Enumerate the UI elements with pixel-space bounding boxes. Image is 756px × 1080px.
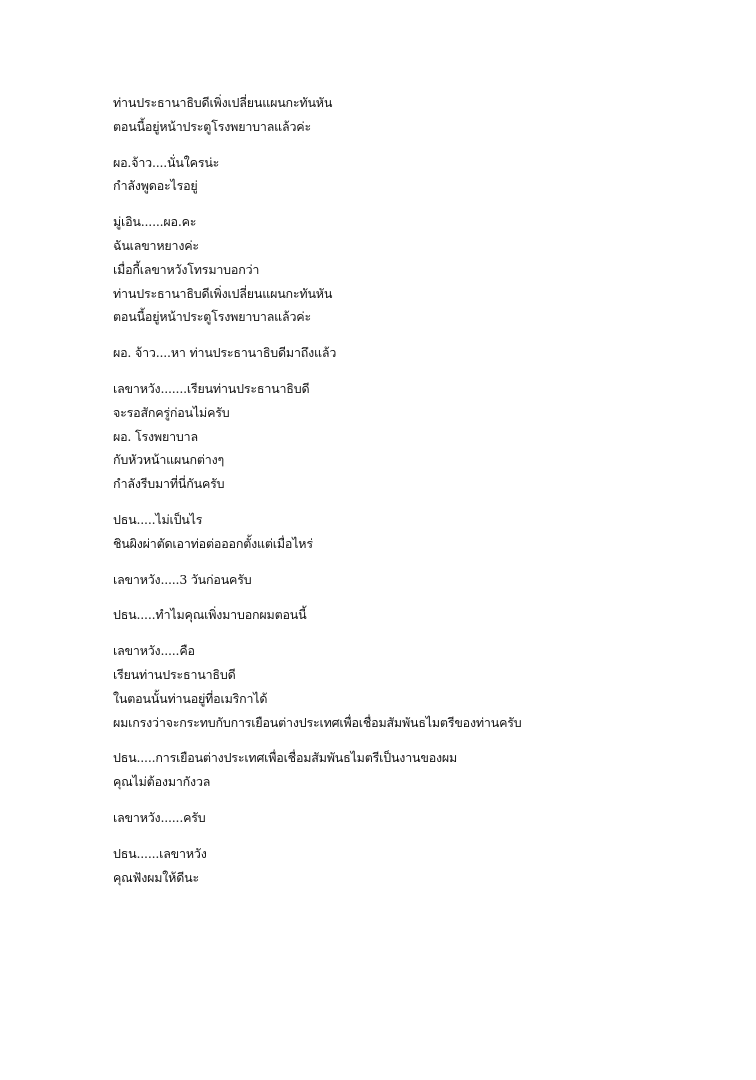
text-line: ปธน......เลขาหวัง: [113, 845, 207, 861]
text-line: ผอ. จ้าว....หา ท่านประธานาธิบดีมาถึงแล้ว: [113, 345, 337, 361]
text-line: เมื่อกี้เลขาหวังโทรมาบอกว่า: [113, 261, 260, 277]
text-line: เรียนท่านประธานาธิบดี: [113, 666, 236, 682]
text-line: ผมเกรงว่าจะกระทบกับการเยือนต่างประเทศเพื่อเชื่อมสัมพันธไมตรีของท่านครับ: [113, 714, 522, 730]
text-line: ท่านประธานาธิบดีเพิ่งเปลี่ยนแผนกะทันหัน: [113, 285, 333, 301]
text-line: เลขาหวัง......ครับ: [113, 809, 206, 825]
text-line: กำลังพูดอะไรอยู่: [113, 178, 198, 194]
text-line: ปธน.....ทำไมคุณเพิ่งมาบอกผมตอนนี้: [113, 607, 307, 623]
text-line: ท่านประธานาธิบดีเพิ่งเปลี่ยนแผนกะทันหัน: [113, 95, 333, 110]
text-line: ปธน.....การเยือนต่างประเทศเพื่อเชื่อมสัมพันธไมตรีเป็นงานของผม: [113, 750, 458, 766]
paragraph-4: [113, 341, 716, 365]
paragraph-10: [113, 746, 716, 794]
text-line: กำลังรีบมาที่นี่กันครับ: [113, 476, 225, 492]
text-line: ชินผิงผ่าตัดเอาท่อต่อออกตั้งแต่เมื่อไหร่: [113, 535, 313, 551]
paragraph-8: [113, 603, 716, 627]
text-line: ผอ.จ้าว....นั่นใครน่ะ: [113, 154, 220, 170]
text-line: คุณไม่ต้องมากังวล: [113, 774, 211, 790]
paragraph-3: [113, 210, 716, 329]
text-line: ในตอนนั้นท่านอยู่ที่อเมริกาได้: [113, 690, 268, 706]
text-line: มู่เอิน......ผอ.คะ: [113, 214, 197, 230]
paragraph-7: [113, 568, 716, 592]
text-line: ตอนนี้อยู่หน้าประตูโรงพยาบาลแล้วค่ะ: [113, 309, 311, 325]
text-line: เลขาหวัง.......เรียนท่านประธานาธิบดี: [113, 380, 310, 396]
text-line: เลขาหวัง.....3 วันก่อนครับ: [113, 571, 252, 587]
paragraph-9: [113, 639, 716, 734]
paragraph-11: [113, 806, 716, 830]
paragraph-1: [113, 91, 716, 139]
text-line: จะรอสักครู่ก่อนไม่ครับ: [113, 404, 230, 420]
text-line: ตอนนี้อยู่หน้าประตูโรงพยาบาลแล้วค่ะ: [113, 118, 311, 134]
text-line: คุณฟังผมให้ดีนะ: [113, 869, 199, 885]
paragraph-12: [113, 842, 716, 890]
text-line: ฉันเลขาหยางค่ะ: [113, 237, 199, 253]
paragraph-2: [113, 151, 716, 199]
text-line: ผอ. โรงพยาบาล: [113, 428, 198, 444]
paragraph-5: [113, 377, 716, 496]
text-line: ปธน.....ไม่เป็นไร: [113, 511, 203, 527]
text-line: เลขาหวัง.....คือ: [113, 643, 195, 659]
paragraph-6: [113, 508, 716, 556]
text-line: กับหัวหน้าแผนกต่างๆ: [113, 452, 225, 468]
